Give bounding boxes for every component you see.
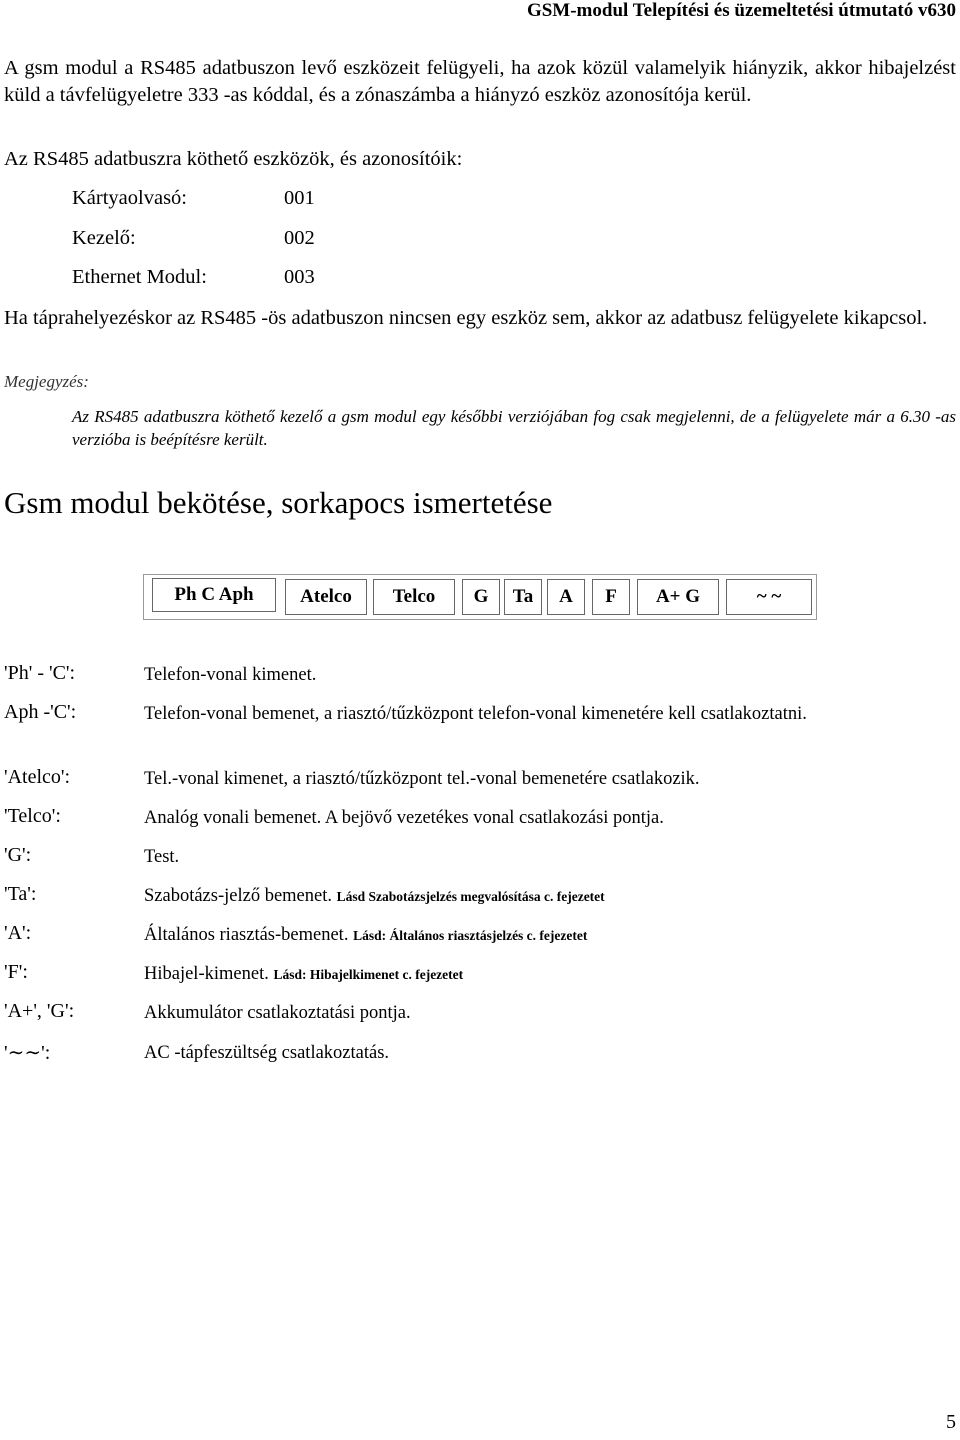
note-text: Az RS485 adatbuszra köthető kezelő a gsm modul egy későbbi verziójában fog csak megjelenni, de a felügyelete már a 6.30 -as verzióba is beépítésre került.	[72, 407, 956, 449]
page-number: 5	[946, 1411, 956, 1433]
terminal-aplus-g: A+ G	[637, 579, 719, 615]
definition-term: '∼∼':	[4, 1042, 51, 1064]
definition-desc	[144, 844, 824, 871]
definition-term: 'Ph' - 'C':	[4, 662, 76, 684]
definition-term: Aph -'C':	[4, 701, 77, 723]
definition-term: 'F':	[4, 961, 28, 983]
definition-term: 'Ta':	[4, 883, 37, 905]
definition-text: Tel.-vonal kimenet, a riasztó/tűzközpont tel.-vonal bemenetére csatlakozik.	[144, 769, 700, 789]
terminal-ac: ~ ~	[726, 579, 812, 615]
definition-text: Szabotázs-jelző bemenet.	[144, 886, 332, 906]
section-heading: Gsm modul bekötése, sorkapocs ismertetése	[4, 485, 553, 520]
note-label: Megjegyzés:	[4, 372, 89, 391]
definition-desc	[144, 1000, 824, 1027]
definition-term: 'G':	[4, 844, 32, 866]
definition-desc	[144, 805, 824, 832]
definition-desc	[144, 701, 824, 728]
device-row-ethernet	[72, 266, 315, 289]
definition-desc	[144, 922, 824, 949]
terminal-telco: Telco	[373, 579, 455, 615]
definition-reference: Lásd Szabotázsjelzés megvalósítása c. fejezetet	[336, 889, 605, 904]
device-id: 003	[284, 266, 315, 288]
terminal-g: G	[462, 579, 500, 615]
definition-text: Test.	[144, 847, 180, 867]
device-label: Kártyaolvasó:	[72, 187, 187, 209]
definition-desc	[144, 883, 824, 910]
terminal-a: A	[547, 579, 585, 615]
definition-text: Telefon-vonal kimenet.	[144, 665, 317, 685]
paragraph-bus-disable: Ha táprahelyezéskor az RS485 -ös adatbuszon nincsen egy eszköz sem, akkor az adatbusz felügyelete kikapcsol.	[4, 307, 928, 329]
definition-text: Analóg vonali bemenet. A bejövő vezetékes vonal csatlakozási pontja.	[144, 808, 664, 828]
definition-text: AC -tápfeszültség csatlakoztatás.	[144, 1043, 390, 1063]
paragraph-bus-monitoring: A gsm modul a RS485 adatbuszon levő eszközeit felügyeli, ha azok közül valamelyik hiányzik, akkor hibajelzést küld a távfelügyeletre 333 -as kóddal, és a zónaszámba a hiányzó eszköz azonosítója kerül.	[4, 57, 956, 106]
devices-intro: Az RS485 adatbuszra köthető eszközök, és azonosítóik:	[4, 148, 463, 170]
terminal-f: F	[592, 579, 630, 615]
device-row-keypad	[72, 227, 315, 250]
definition-term: 'Atelco':	[4, 766, 71, 788]
definition-desc	[144, 662, 824, 689]
device-id: 002	[284, 227, 315, 249]
device-label: Ethernet Modul:	[72, 266, 207, 288]
device-label: Kezelő:	[72, 227, 136, 249]
definition-reference: Lásd: Hibajelkimenet c. fejezetet	[273, 967, 464, 982]
device-row-card-reader	[72, 187, 315, 210]
definition-term: 'A':	[4, 922, 32, 944]
definition-reference: Lásd: Általános riasztásjelzés c. fejezetet	[353, 928, 588, 943]
definition-desc	[144, 961, 824, 988]
definition-text: Hibajel-kimenet.	[144, 964, 269, 984]
definition-desc	[144, 1040, 824, 1067]
page-header-title: GSM-modul Telepítési és üzemeltetési útmutató v630	[526, 0, 956, 21]
definition-text: Akkumulátor csatlakoztatási pontja.	[144, 1003, 411, 1023]
terminal-ta: Ta	[504, 579, 542, 615]
terminal-ph-c-aph: Ph C Aph	[152, 578, 276, 612]
definition-term: 'Telco':	[4, 805, 61, 827]
terminal-atelco: Atelco	[285, 579, 367, 615]
device-id: 001	[284, 187, 315, 209]
definition-text: Általános riasztás-bemenet.	[144, 925, 349, 945]
definition-text: Telefon-vonal bemenet, a riasztó/tűzközpont telefon-vonal kimenetére kell csatlakoztatni.	[144, 704, 807, 724]
terminal-block-diagram	[143, 574, 817, 620]
definition-desc	[144, 766, 824, 793]
definition-term: 'A+', 'G':	[4, 1000, 75, 1022]
